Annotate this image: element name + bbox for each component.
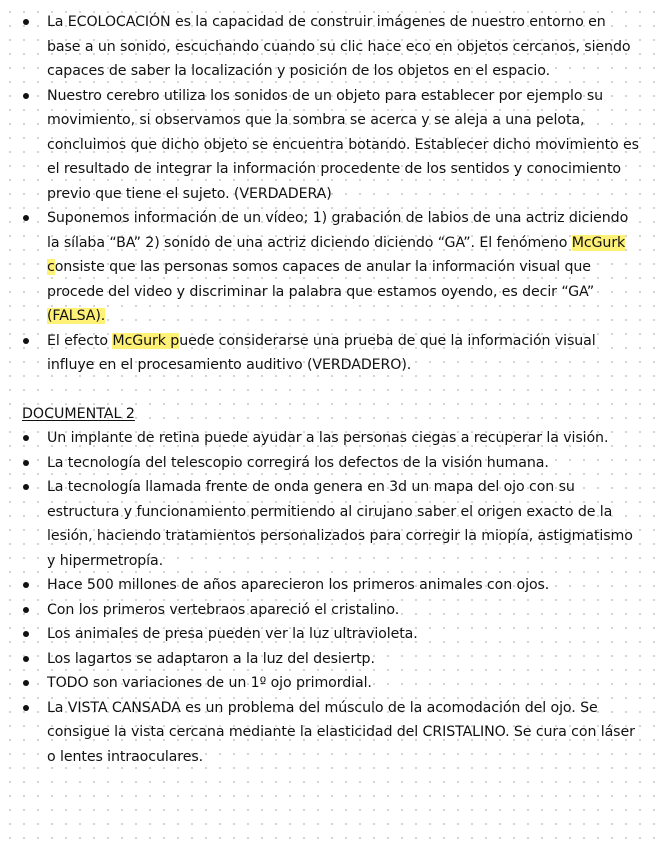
highlighted-text: (FALSA). — [47, 308, 106, 324]
list-item — [22, 622, 642, 647]
list-item — [22, 329, 642, 378]
list-item-text: uede considerarse una prueba de que la información visual influye en el procesamiento auditivo (VERDADERO). — [47, 332, 596, 373]
list-item — [22, 647, 642, 672]
list-item — [22, 84, 642, 207]
bullet-icon — [23, 680, 29, 686]
bullet-icon — [23, 93, 29, 99]
bullet-icon — [23, 631, 29, 637]
list-item — [22, 451, 642, 476]
list-item-text: Los lagartos se adaptaron a la luz del desiertp. — [47, 650, 375, 667]
list-item — [22, 426, 642, 451]
list-item-text: Con los primeros vertebraos apareció el cristalino. — [47, 601, 400, 618]
list-item-text: La tecnología del telescopio corregirá los defectos de la visión humana. — [47, 454, 549, 471]
list-item — [22, 206, 642, 329]
list-item — [22, 598, 642, 623]
bullet-icon — [23, 484, 29, 490]
list-item-text: Hace 500 millones de años aparecieron los primeros animales con ojos. — [47, 577, 550, 593]
bullet-icon — [23, 582, 29, 588]
list-item-text: TODO son variaciones de un 1º ojo primordial. — [47, 675, 372, 691]
list-item-text: El efecto — [47, 332, 113, 349]
highlighted-text: McGurk p — [112, 332, 180, 349]
bullet-icon — [23, 607, 29, 613]
list-item-text: La ECOLOCACIÓN es la capacidad de construir imágenes de nuestro entorno en base a un sonido, escuchando cuando su clic hace eco en objetos cercanos, siendo capaces de saber la localización y posición de los objetos en el espacio. — [47, 14, 631, 79]
list-item-text: onsiste que las personas somos capaces de anular la información visual que procede del video y discriminar la palabra que estamos oyendo, es decir “GA” — [47, 259, 595, 300]
list-item — [22, 573, 642, 598]
section-title: DOCUMENTAL 2 — [22, 405, 135, 422]
list-item-text: Suponemos información de un vídeo; 1) grabación de labios de una actriz diciendo la sílaba “BA” 2) sonido de una actriz diciendo diciendo “GA”. El fenómeno — [47, 210, 629, 251]
section2-list — [22, 426, 642, 769]
section1-list — [22, 10, 642, 378]
list-item — [22, 671, 642, 696]
list-item-text: Un implante de retina puede ayudar a las personas ciegas a recuperar la visión. — [47, 430, 609, 446]
bullet-icon — [23, 656, 29, 662]
bullet-icon — [23, 338, 29, 344]
bullet-icon — [23, 460, 29, 466]
bullet-icon — [23, 705, 29, 711]
bullet-icon — [23, 435, 29, 441]
list-item — [22, 475, 642, 573]
list-item-text: Los animales de presa pueden ver la luz ultravioleta. — [47, 626, 418, 642]
highlighted-text: McGurk c — [47, 234, 626, 275]
list-item-text: La VISTA CANSADA es un problema del músculo de la acomodación del ojo. Se consigue la vista cercana mediante la elasticidad del CRISTALINO. Se cura con láser o lentes intraoculares. — [47, 699, 635, 765]
list-item-text: Nuestro cerebro utiliza los sonidos de un objeto para establecer por ejemplo su movimiento, si observamos que la sombra se acerca y se aleja a una pelota, concluimos que dicho objeto se encuentra botando. Establecer dicho movimiento es el resultado de integrar la información procedente de los sentidos y conocimiento previo que tiene el sujeto. (VERDADERA) — [47, 87, 639, 202]
bullet-icon — [23, 215, 29, 221]
list-item-text: La tecnología llamada frente de onda genera en 3d un mapa del ojo con su estructura y funcionamiento permitiendo al cirujano saber el origen exacto de la lesión, haciendo tratamientos personalizados para corregir la miopía, astigmatismo y hipermetropía. — [47, 479, 633, 569]
list-item — [22, 10, 642, 84]
list-item — [22, 696, 642, 770]
bullet-icon — [23, 19, 29, 25]
